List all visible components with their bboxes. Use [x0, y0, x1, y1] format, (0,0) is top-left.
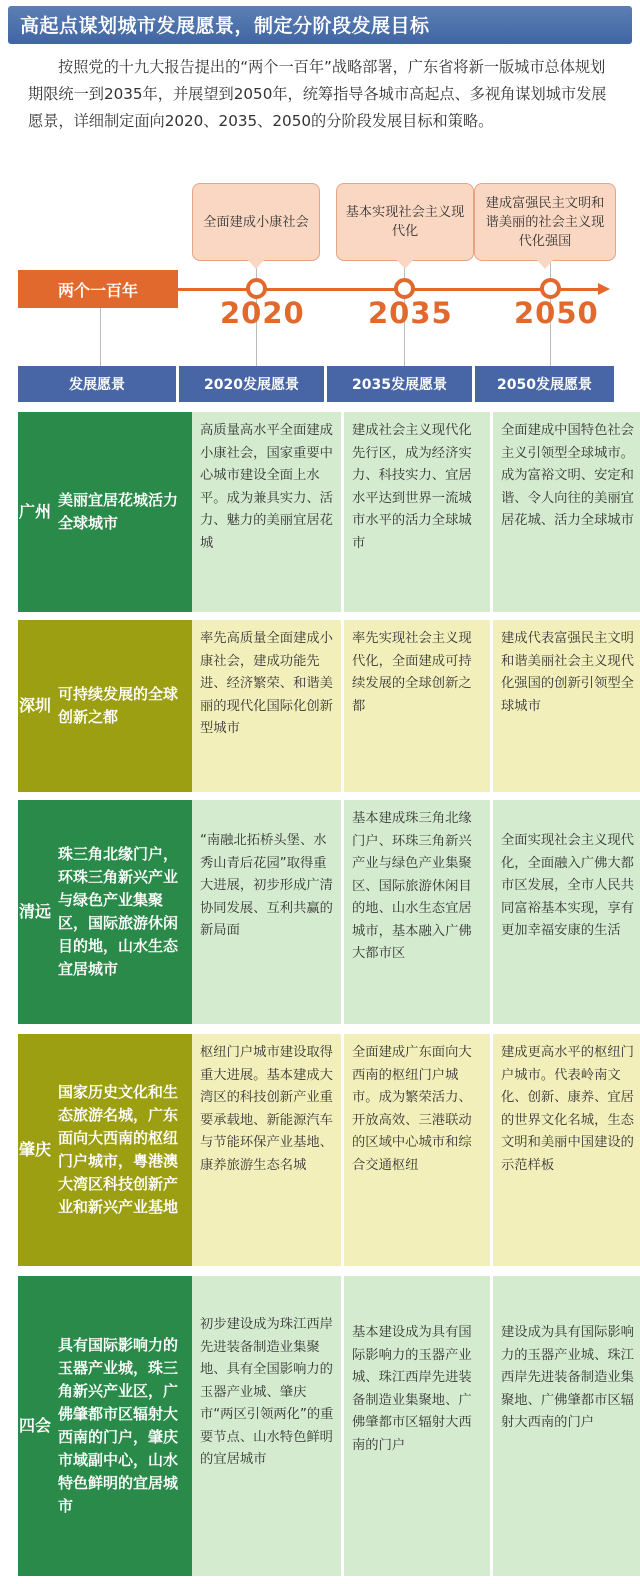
vision-2035-cell: 基本建成珠三角北缘门户、环珠三角新兴产业与绿色产业集聚区、国际旅游休闲目的地、山水生态宜居城市，基本融入广佛大都市区 [344, 800, 490, 1024]
city-vision: 具有国际影响力的玉器产业城，珠三角新兴产业区，广佛肇都市区辐射大西南的门户，肇庆市域副中心，山水特色鲜明的宜居城市 [52, 1276, 192, 1576]
vision-2050-cell: 建设成为具有国际影响力的玉器产业城、珠江西岸先进装备制造业集聚地、广佛肇都市区辐射大西南的门户 [493, 1276, 640, 1576]
vision-2050-cell: 建成代表富强民主文明和谐美丽社会主义现代化强国的创新引领型全球城市 [493, 620, 640, 792]
city-name: 四会 [18, 1276, 52, 1576]
vision-2020-cell: “南融北拓桥头堡、水秀山青后花园”取得重大进展，初步形成广清协同发展、互利共赢的新局面 [192, 800, 341, 1024]
vision-2050-cell: 全面建成中国特色社会主义引领型全球城市。成为富裕文明、安定和谐、令人向往的美丽宜居花城、活力全球城市 [493, 412, 640, 612]
city-vision: 可持续发展的全球创新之都 [52, 620, 192, 792]
vision-2035-cell: 全面建成广东面向大西南的枢纽门户城市。成为繁荣活力、开放高效、三港联动的区域中心城市和综合交通枢纽 [344, 1034, 490, 1266]
city-vision: 珠三角北缘门户，环珠三角新兴产业与绿色产业集聚区，国际旅游休闲目的地，山水生态宜居城市 [52, 800, 192, 1024]
city-name: 广州 [18, 412, 52, 612]
milestone-bubble-2020: 全面建成小康社会 [192, 183, 320, 261]
vision-2035-cell: 率先实现社会主义现代化，全面建成可持续发展的全球创新之都 [344, 620, 490, 792]
table-header-vision: 发展愿景 [18, 366, 176, 402]
table-row [18, 1276, 634, 1576]
table-row [18, 412, 634, 612]
table-row [18, 1034, 634, 1266]
vision-2020-cell: 率先高质量全面建成小康社会，建成功能先进、经济繁荣、和谐美丽的现代化国际化创新型城市 [192, 620, 341, 792]
city-name: 肇庆 [18, 1034, 52, 1266]
milestone-year-2050: 2050 [514, 296, 599, 330]
city-name: 清远 [18, 800, 52, 1024]
table-header-2035: 2035发展愿景 [327, 366, 472, 402]
page-title: 高起点谋划城市发展愿景，制定分阶段发展目标 [20, 15, 430, 37]
vision-2035-cell: 建成社会主义现代化先行区，成为经济实力、科技实力、宜居水平达到世界一流城市水平的活力全球城市 [344, 412, 490, 612]
table-header-2020: 2020发展愿景 [179, 366, 324, 402]
vision-2050-cell: 建成更高水平的枢纽门户城市。代表岭南文化、创新、康养、宜居的世界文化名城，生态文明和美丽中国建设的示范样板 [493, 1034, 640, 1266]
vision-2020-cell: 初步建设成为珠江西岸先进装备制造业集聚地、具有全国影响力的玉器产业城、肇庆市“两区引领两化”的重要节点、山水特色鲜明的宜居城市 [192, 1276, 341, 1576]
header-bar [8, 6, 632, 44]
vision-2020-cell: 高质量高水平全面建成小康社会，国家重要中心城市建设全面上水平。成为兼具实力、活力、魅力的美丽宜居花城 [192, 412, 341, 612]
table-header-2050: 2050发展愿景 [475, 366, 614, 402]
vision-2035-cell: 基本建设成为具有国际影响力的玉器产业城、珠江西岸先进装备制造业集聚地、广佛肇都市区辐射大西南的门户 [344, 1276, 490, 1576]
table-row [18, 800, 634, 1024]
milestone-year-2020: 2020 [220, 296, 305, 330]
timeline-line [178, 288, 602, 291]
milestone-bubble-2050: 建成富强民主文明和谐美丽的社会主义现代化强国 [474, 183, 616, 261]
milestone-bubble-2035: 基本实现社会主义现代化 [336, 183, 474, 261]
city-name: 深圳 [18, 620, 52, 792]
timeline-arrow-icon [598, 283, 610, 295]
intro-paragraph: 按照党的十九大报告提出的“两个一百年”战略部署，广东省将新一版城市总体规划期限统一到2035年，并展望到2050年，统筹指导各城市高起点、多视角谋划城市发展愿景，详细制定面向2020、2035、2050的分阶段发展目标和策略。 [28, 58, 607, 130]
connector-line [100, 308, 101, 366]
vision-2050-cell: 全面实现社会主义现代化，全面融入广佛大都市区发展，全市人民共同富裕基本实现，享有更加幸福安康的生活 [493, 800, 640, 1024]
city-vision: 美丽宜居花城活力全球城市 [52, 412, 192, 612]
city-vision: 国家历史文化和生态旅游名城，广东面向大西南的枢纽门户城市，粤港澳大湾区科技创新产业和新兴产业基地 [52, 1034, 192, 1266]
vision-2020-cell: 枢纽门户城市建设取得重大进展。基本建成大湾区的科技创新产业重要承载地、新能源汽车与节能环保产业基地、康养旅游生态名城 [192, 1034, 341, 1266]
milestone-year-2035: 2035 [368, 296, 453, 330]
table-row [18, 620, 634, 792]
timeline-label: 两个一百年 [18, 270, 178, 308]
